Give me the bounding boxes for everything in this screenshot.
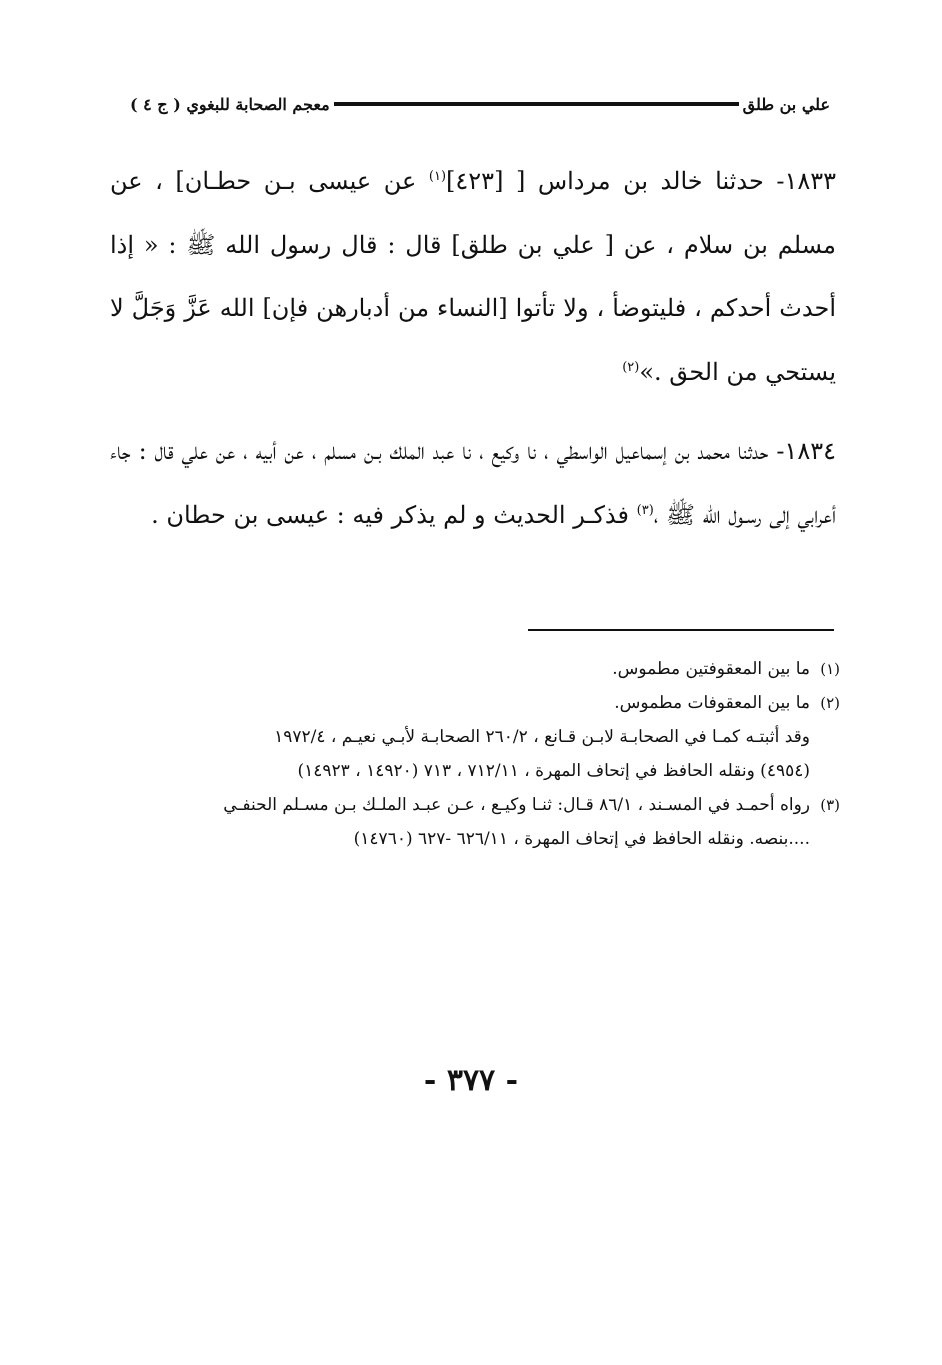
footnote-text: ما بين المعقوفتين مطموس. bbox=[612, 659, 810, 679]
hadith-entry-1834 bbox=[110, 420, 836, 547]
entry-text: لا يستحي من الحق .» bbox=[110, 294, 836, 386]
entry-text: الحديث و لم يذكر فيه : عيسى بن حطان . bbox=[151, 500, 566, 529]
entry-number: ١٨٣٣- bbox=[776, 167, 837, 195]
header-chapter-name: علي بن طلق bbox=[742, 94, 830, 114]
footnote bbox=[115, 788, 840, 822]
header-book-title: معجم الصحابة للبغوي ( ج ٤ ) bbox=[130, 94, 330, 114]
entry-text: حدثنا محمد بن إسماعيل الواسطي ، نا وكيع ، نا عبد الملك بـن bbox=[363, 437, 769, 465]
footnote-continuation: وقد أثبتـه كمـا في الصحابـة لابـن قـانع ، ٢٦٠/٢ الصحابـة لأبـي نعيـم ، ١٩٧٢/٤ bbox=[274, 727, 810, 747]
footnote bbox=[115, 652, 840, 686]
entry-text: حدثنا خالد بن مرداس [ [٤٢٣] bbox=[446, 167, 764, 195]
main-text bbox=[110, 150, 836, 547]
footnote-text: رواه أحمـد في المسـند ، ٨٦/١ قـال: ثنـا وكيـع ، عـن عبـد الملـك بـن مسـلم الحنفـي bbox=[223, 795, 810, 815]
footnote-marker: (١) bbox=[428, 169, 447, 184]
header-rule bbox=[334, 102, 739, 106]
footnote-continuation: (٤٩٥٤) ونقله الحافظ في إتحاف المهرة ، ٧١٢/١١ ، ٧١٣ (١٤٩٢٠ ، ١٤٩٢٣) bbox=[297, 761, 810, 781]
entry-number: ١٨٣٤- bbox=[776, 437, 836, 465]
entry-text: عن عيسى بـن حطـان] ، bbox=[155, 167, 417, 195]
entry-text: أحدث أحدكم ، فليتوضأ ، ولا تأتوا [النساء من أدبارهن فإن] الله عَزَّ وَجَلَّ bbox=[131, 294, 836, 322]
entry-text: مسلم ، عن أبيه ، عن علي قال : جاء أعرابي إلى رسـول الله ﷺ ، bbox=[110, 437, 836, 529]
hadith-entry-1833 bbox=[110, 150, 836, 404]
footnote-separator bbox=[528, 629, 834, 631]
footnote-marker: (٢) bbox=[622, 359, 640, 375]
footnote-marker: (٣) bbox=[636, 502, 654, 518]
footnote-number: (٣) bbox=[820, 796, 840, 814]
footnote-number: (١) bbox=[820, 660, 840, 678]
entry-text: فذكـر bbox=[573, 500, 630, 529]
footnote-text: ما بين المعقوفات مطموس. bbox=[614, 693, 810, 713]
running-header bbox=[130, 90, 830, 118]
footnote-number: (٢) bbox=[820, 694, 840, 712]
entry-text: عن مسلم بن سلام ، عن [ علي بن طلق] قال : قال رسول الله ﷺ : « إذا bbox=[110, 167, 836, 259]
footnote-continuation: ....بنصه. ونقله الحافظ في إتحاف المهرة ، ٦٢٦/١١ -٦٢٧ (١٤٧٦٠) bbox=[353, 829, 810, 849]
footnote bbox=[115, 686, 840, 720]
page-number: - ٣٧٧ - bbox=[423, 1063, 519, 1098]
footnotes bbox=[115, 652, 840, 856]
